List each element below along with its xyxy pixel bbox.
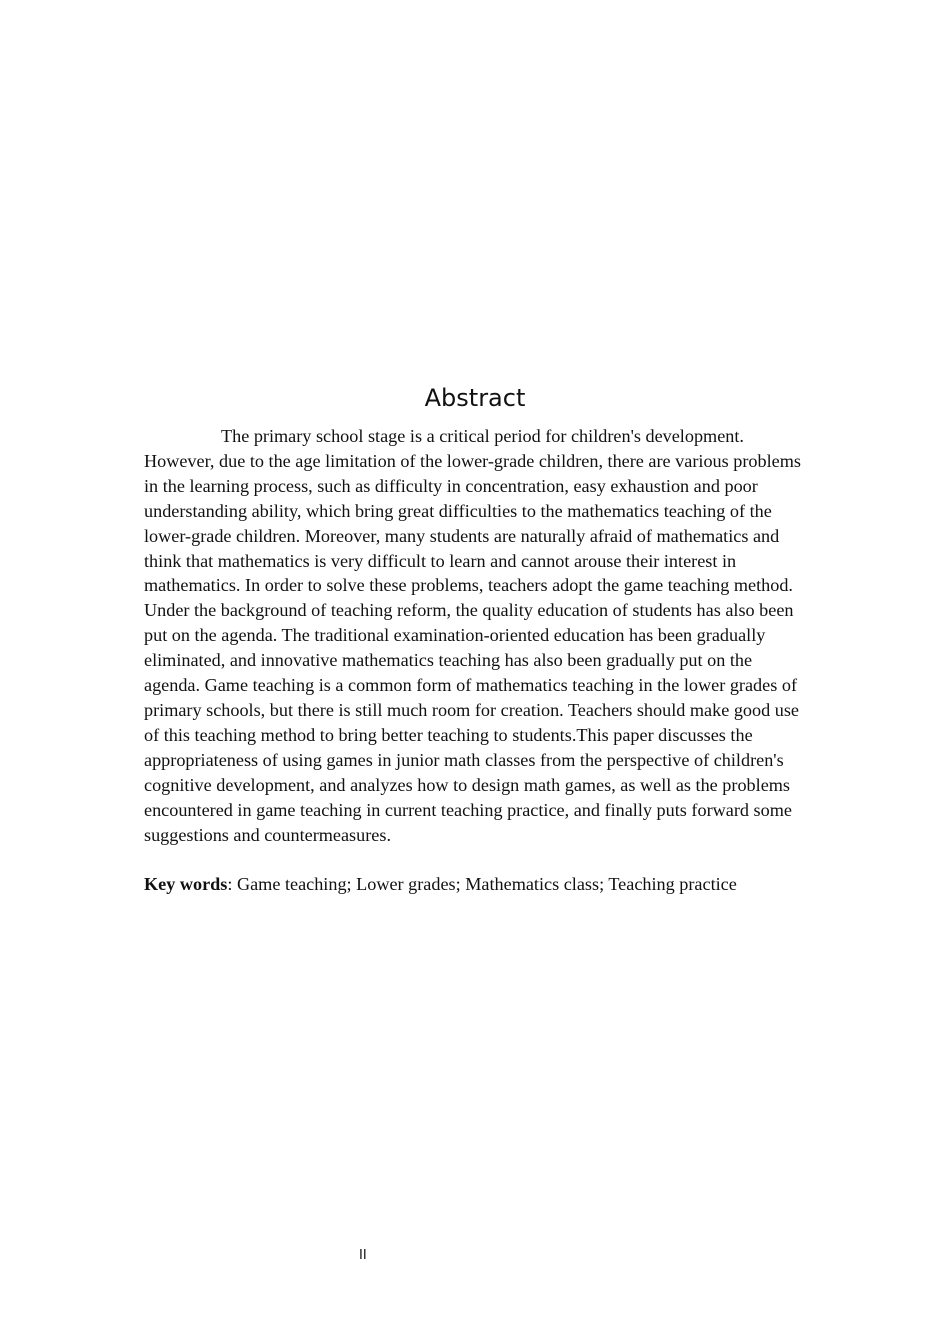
abstract-title: Abstract — [424, 384, 526, 412]
abstract-text: The primary school stage is a critical period for children's development. However, due to the age limitation of the lower-grade children, there are various problems in the learning process, such as difficulty in concentration, easy exhaustion and poor understanding ability, which bring great difficulties to the mathematics teaching of the lower-grade children. Moreover, many students are naturally afraid of mathematics and think that mathematics is very difficult to learn and cannot arouse their interest in mathematics. In order to solve these problems, teachers adopt the game teaching method. Under the background of teaching reform, the quality education of students has also been put on the agenda. The traditional examination-oriented education has been gradually eliminated, and innovative mathematics teaching has also been gradually put on the agenda. Game teaching is a common form of mathematics teaching in the lower grades of primary schools, but there is still much room for creation. Teachers should make good use of this teaching method to bring better teaching to students.This paper discusses the appropriateness of using games in junior math classes from the perspective of children's cognitive development, and analyzes how to design math games, as well as the problems encountered in game teaching in current teaching practice, and finally puts forward some suggestions and countermeasures. — [144, 426, 801, 845]
keywords-label: Key words — [144, 874, 228, 894]
page-number: II — [359, 1248, 367, 1263]
abstract-paragraph — [144, 424, 808, 847]
keywords-separator: : — [227, 874, 237, 894]
keywords-line — [144, 872, 844, 897]
keywords-text: Game teaching; Lower grades; Mathematics class; Teaching practice — [236, 874, 737, 894]
